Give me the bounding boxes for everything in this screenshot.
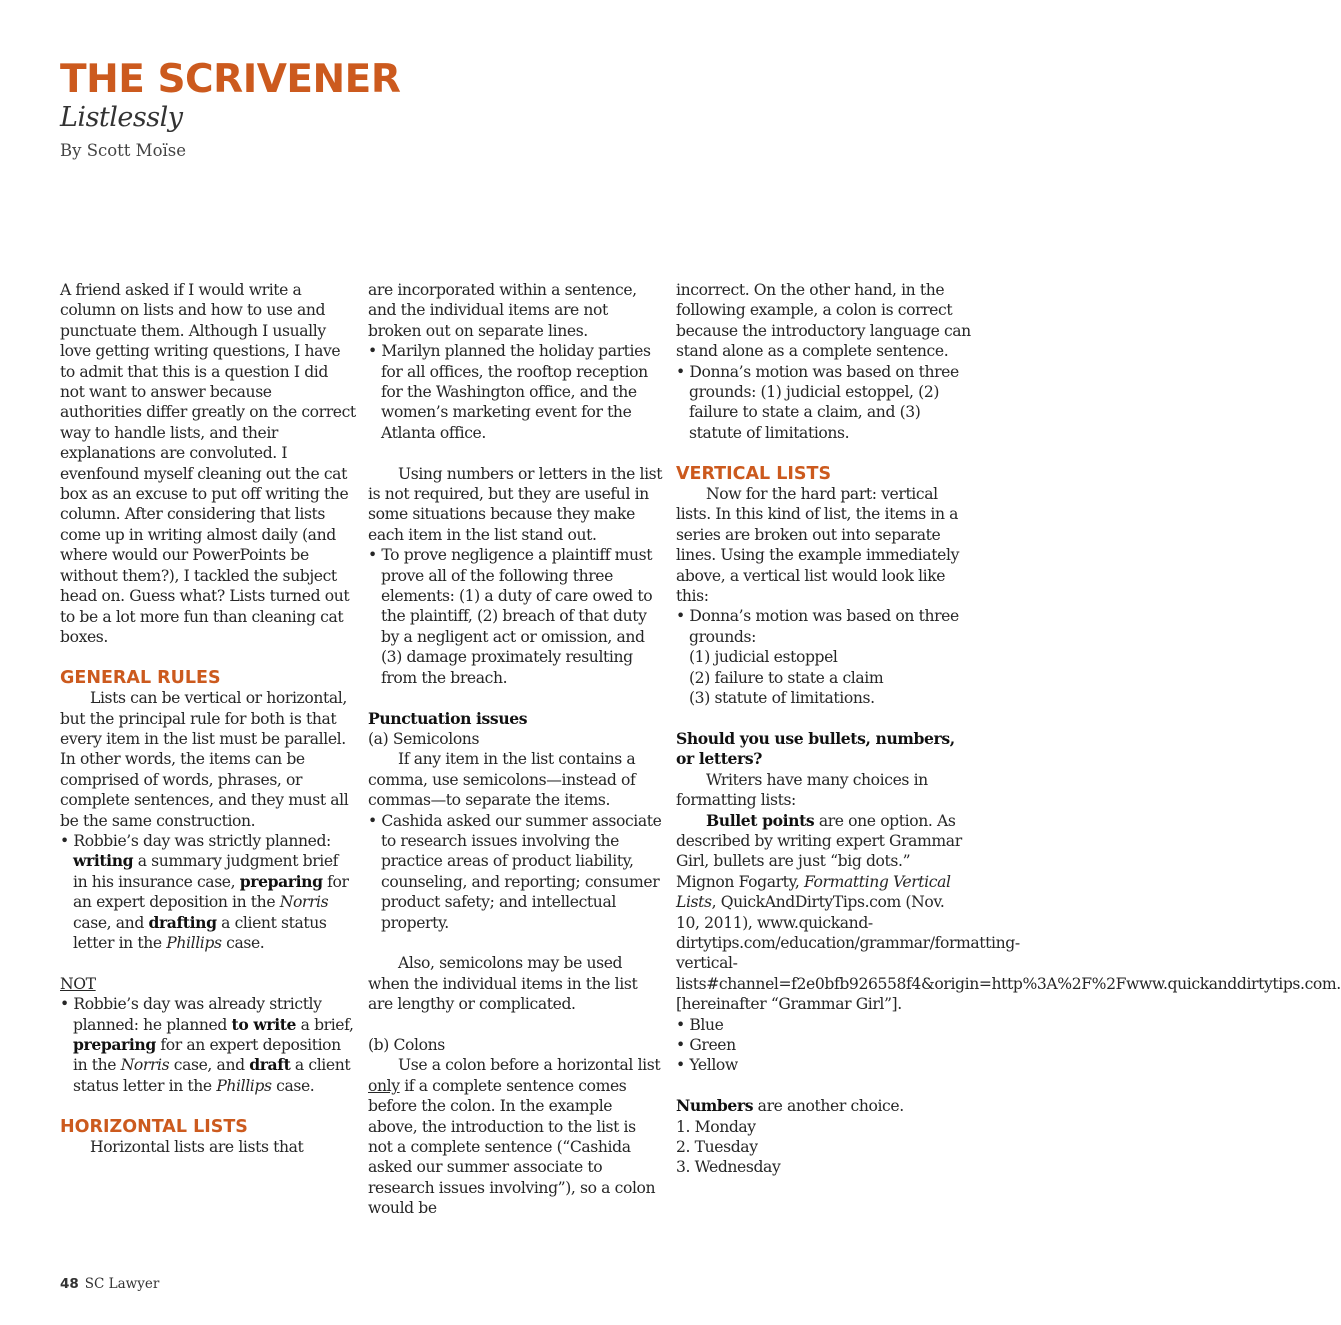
heading-vertical-lists: VERTICAL LISTS [676,463,832,484]
example-not-parallel: • Robbie’s day was already strictly planned: he planned to write a brief, preparing for an expert deposition in the Norris case, and draft a client status letter in the Phillips case. [60,995,354,1095]
numbers-choice-paragraph: Numbers are another choice. [676,1096,904,1116]
semicolons-paragraph-2: Also, semicolons may be used when the individual items in the list are lengthy or complicated. [368,954,638,1014]
column-title: THE SCRIVENER [60,57,401,102]
writers-paragraph: Writers have many choices in formatting lists: [676,770,928,810]
column-2 [368,280,664,1219]
vertical-item: (2) failure to state a claim [689,668,884,687]
bullet-marilyn: • Marilyn planned the holiday parties for all offices, the rooftop reception for the Washington office, and the women’s marketing event for the Atlanta office. [368,342,651,442]
column-3 [676,280,1341,1178]
bullet-cashida: • Cashida asked our summer associate to research issues involving the practice areas of product liability, counseling, and reporting; consumer product safety; and intellectual property. [368,811,662,932]
byline: By Scott Moïse [60,141,187,160]
semicolons-label: (a) Semicolons [368,729,480,748]
horizontal-continued: are incorporated within a sentence, and the individual items are not broken out on separate lines. [368,281,637,340]
example-parallel: • Robbie’s day was strictly planned: writing a summary judgment brief in his insurance case, preparing for an expert deposition in the Norris case, and drafting a client status letter in the Phillips case. [60,831,349,952]
general-rules-paragraph: Lists can be vertical or horizontal, but the principal rule for both is that every item in the list must be parallel. In other words, the items can be comprised of words, phrases, or complete sentences, and they must all be the same construction. [60,689,349,830]
not-label: NOT [60,974,96,993]
heading-general-rules: GENERAL RULES [60,667,221,688]
horizontal-paragraph: Horizontal lists are lists that [90,1138,304,1157]
vertical-item: (1) judicial estoppel [689,648,838,667]
column-1 [60,280,356,1157]
bullet-points-paragraph: Bullet points are one option. As described by writing expert Grammar Girl, bullets are just “big dots.” Mignon Fogarty, Formatting Vertical Lists, QuickAndDirtyTips.com (Nov. 10, 2011), www.quickand-dirtytips.com/education/grammar/formatting-vertical-lists#channel=f2e0bfb926558f4&origin=http%3A%2F%2Fwww.quickanddirtytips.com. [hereinafter “Grammar Girl”]. [676,810,1341,1014]
day-list-item: 1. Monday [676,1117,756,1136]
heading-punctuation-issues: Punctuation issues [368,708,528,728]
heading-horizontal-lists: HORIZONTAL LISTS [60,1116,248,1137]
article-header [60,58,400,164]
colons-label: (b) Colons [368,1035,445,1054]
color-list-item: • Green [676,1036,736,1054]
vertical-paragraph: Now for the hard part: vertical lists. In this kind of list, the items in a series are broken out into separate lines. Using the example immediately above, a vertical list would look like this: [676,485,959,606]
page-number: 48 [60,1276,79,1292]
article-subtitle: Listlessly [60,102,183,133]
color-list-item: • Blue [676,1015,724,1034]
numbers-paragraph: Using numbers or letters in the list is not required, but they are useful in some situations because they make each item in the list stand out. [368,464,663,544]
page-footer [60,1276,159,1292]
intro-paragraph: A friend asked if I would write a column on lists and how to use and punctuate them. Although I usually love getting writing questions, I have to admit that this is a question I did not want to answer because authorities differ greatly on the correct way to handle lists, and their explanations are convoluted. I evenfound myself cleaning out the cat box as an excuse to put off writing the column. After considering that lists come up in writing almost daily (and where would our PowerPoints be without them?), I tackled the subject head on. Guess what? Lists turned out to be a lot more fun than cleaning cat boxes. [60,281,356,646]
semicolons-paragraph: If any item in the list contains a comma, use semicolons—instead of commas—to separate the items. [368,750,636,810]
colons-paragraph: Use a colon before a horizontal list only if a complete sentence comes before the colon. In the example above, the introduction to the list is not a complete sentence (“Cashida asked our summer associate to research issues involving”), so a colon would be [368,1056,661,1218]
color-list-item: • Yellow [676,1056,738,1075]
day-list-item: 2. Tuesday [676,1138,758,1157]
bullet-donna-vertical: • Donna’s motion was based on three grounds: [676,607,959,646]
bullet-negligence: • To prove negligence a plaintiff must prove all of the following three elements: (1) a duty of care owed to the plaintiff, (2) breach of that duty by a negligent act or omission, and (3) damage proximately resulting from the breach. [368,546,653,687]
bullet-donna-horizontal: • Donna’s motion was based on three grounds: (1) judicial estoppel, (2) failure to state a claim, and (3) statute of limitations. [676,362,959,442]
magazine-name: SC Lawyer [84,1276,160,1292]
day-list-item: 3. Wednesday [676,1158,781,1177]
colons-continued: incorrect. On the other hand, in the following example, a colon is correct because the introductory language can stand alone as a complete sentence. [676,281,971,361]
vertical-item: (3) statute of limitations. [689,689,875,708]
heading-bullets-numbers-letters: Should you use bullets, numbers, or letters? [676,728,955,769]
